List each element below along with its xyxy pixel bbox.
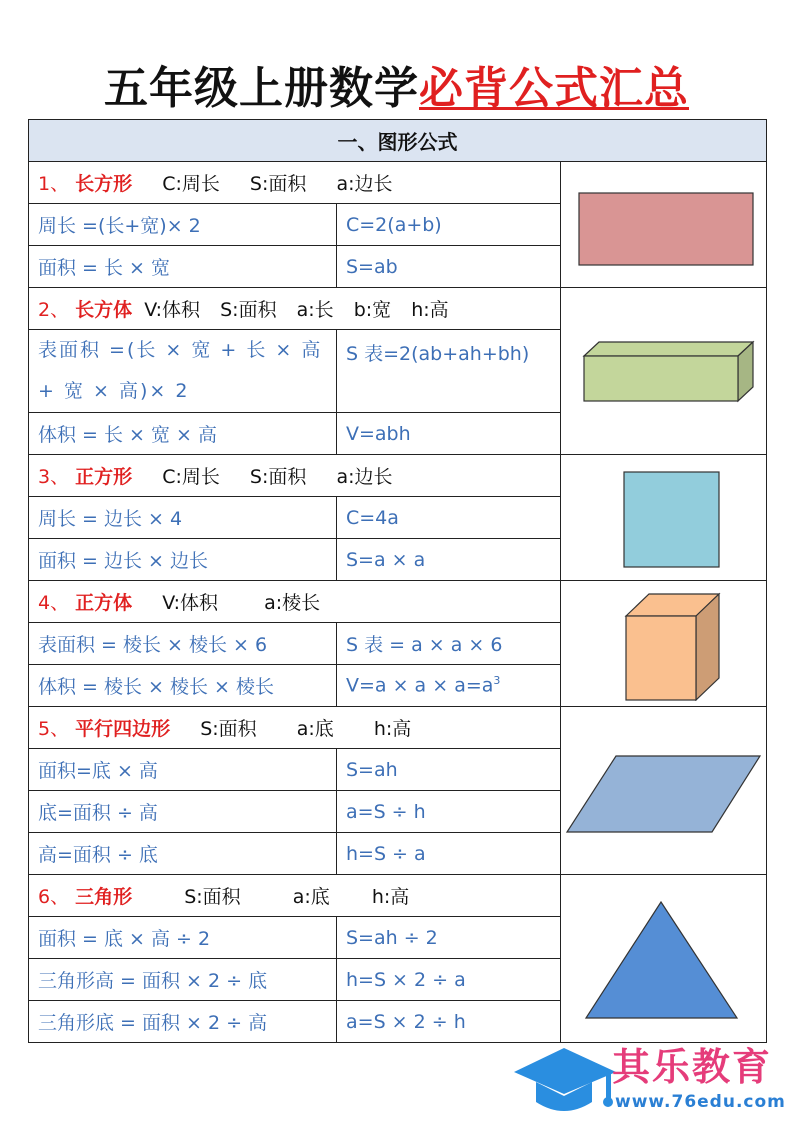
- variable-label: C:周长: [162, 173, 220, 195]
- table-header: 一、图形公式: [29, 120, 767, 162]
- variable-label: a:边长: [336, 173, 393, 195]
- variable-label: S:面积: [249, 173, 307, 195]
- formula-text: 表面积 =(长 × 宽 + 长 × 高 + 宽 × 高)× 2: [29, 330, 337, 413]
- formula-expression: a=S ÷ h: [337, 791, 561, 833]
- cuboid-figure: [569, 326, 759, 416]
- variable-label: S:面积: [220, 299, 277, 321]
- formula-expression: S=a × a: [337, 539, 561, 581]
- section-name: 长方体: [75, 299, 133, 321]
- section-num: 3、: [38, 466, 70, 488]
- cuboid-top-face: [584, 342, 753, 356]
- formula-expression: S 表=2(ab+ah+bh): [337, 330, 561, 413]
- variable-label: S:面积: [249, 466, 307, 488]
- figure-cell: [561, 875, 767, 1043]
- section-header-cube: [29, 581, 767, 623]
- section-name: 正方体: [75, 592, 133, 614]
- formula-expression: a=S × 2 ÷ h: [337, 1001, 561, 1043]
- formula-text: 三角形高 = 面积 × 2 ÷ 底: [29, 959, 337, 1001]
- variable-label: S:面积: [184, 886, 241, 908]
- section-num: 6、: [38, 886, 70, 908]
- formula-text: 面积=底 × 高: [29, 749, 337, 791]
- title-highlight: 必背公式汇总: [419, 63, 689, 114]
- formula-expression: S 表 = a × a × 6: [337, 623, 561, 665]
- section-num: 4、: [38, 592, 70, 614]
- section-name: 正方形: [75, 466, 133, 488]
- section-name: 长方形: [75, 173, 133, 195]
- formula-expression: h=S × 2 ÷ a: [337, 959, 561, 1001]
- square-shape: [624, 472, 719, 567]
- variable-label: V:体积: [162, 592, 219, 614]
- formula-expression: S=ah: [337, 749, 561, 791]
- cube-front-face: [626, 616, 696, 700]
- variable-label: h:高: [411, 299, 449, 321]
- variable-label: a:边长: [336, 466, 393, 488]
- formula-text: 周长 = 边长 × 4: [29, 497, 337, 539]
- logo-url: www.76edu.com: [615, 1092, 786, 1112]
- figure-cell: [561, 162, 767, 288]
- formula-text: 表面积 = 棱长 × 棱长 × 6: [29, 623, 337, 665]
- variable-label: h:高: [373, 718, 412, 740]
- section-num: 2、: [38, 299, 70, 321]
- title-main: 五年级上册数学: [104, 63, 419, 114]
- variable-label: C:周长: [162, 466, 220, 488]
- section-header-parallelogram: [29, 707, 767, 749]
- formula-expression: S=ah ÷ 2: [337, 917, 561, 959]
- cube-figure: [569, 586, 759, 701]
- variable-label: a:底: [292, 886, 330, 908]
- formula-text: 底=面积 ÷ 高: [29, 791, 337, 833]
- formula-text: 体积 = 棱长 × 棱长 × 棱长: [29, 665, 337, 707]
- formula-expression: V=abh: [337, 413, 561, 455]
- parallelogram-figure: [564, 746, 764, 836]
- section-name: 三角形: [75, 886, 133, 908]
- triangle-shape: [586, 902, 737, 1018]
- variable-label: a:棱长: [264, 592, 321, 614]
- section-num: 5、: [38, 718, 70, 740]
- logo-name: 其乐教育: [612, 1045, 773, 1089]
- section-name: 平行四边形: [75, 718, 171, 740]
- parallelogram-shape: [567, 756, 760, 832]
- formula-expression: C=4a: [337, 497, 561, 539]
- rectangle-figure: [569, 180, 759, 270]
- formula-text: 三角形底 = 面积 × 2 ÷ 高: [29, 1001, 337, 1043]
- figure-cell: [561, 288, 767, 455]
- formula-text: 面积 = 边长 × 边长: [29, 539, 337, 581]
- formula-base: V=a × a × a=a: [346, 674, 494, 697]
- formula-text: 体积 = 长 × 宽 × 高: [29, 413, 337, 455]
- section-header-triangle: [29, 875, 767, 917]
- variable-label: S:面积: [200, 718, 257, 740]
- variable-label: h:高: [371, 886, 410, 908]
- triangle-figure: [569, 896, 759, 1021]
- formula-text: 周长 =(长+宽)× 2: [29, 204, 337, 246]
- square-figure: [569, 463, 759, 573]
- page-title: [0, 58, 793, 120]
- formula-expression: [337, 665, 561, 707]
- variable-label: a:长: [296, 299, 334, 321]
- section-header-rectangle: [29, 162, 767, 204]
- formula-text: 面积 = 底 × 高 ÷ 2: [29, 917, 337, 959]
- figure-cell: [561, 581, 767, 707]
- variable-label: V:体积: [144, 299, 201, 321]
- formula-expression: h=S ÷ a: [337, 833, 561, 875]
- formula-expression: S=ab: [337, 246, 561, 288]
- variable-label: a:底: [296, 718, 334, 740]
- rectangle-shape: [579, 193, 753, 265]
- section-header-cuboid: [29, 288, 767, 330]
- cuboid-front-face: [584, 356, 738, 401]
- variable-label: b:宽: [353, 299, 392, 321]
- figure-cell: [561, 455, 767, 581]
- section-num: 1、: [38, 173, 70, 195]
- formula-text: 高=面积 ÷ 底: [29, 833, 337, 875]
- formula-exponent: 3: [493, 674, 501, 688]
- formula-table: [28, 119, 767, 1043]
- formula-text: 面积 = 长 × 宽: [29, 246, 337, 288]
- section-header-square: [29, 455, 767, 497]
- figure-cell: [561, 707, 767, 875]
- formula-expression: C=2(a+b): [337, 204, 561, 246]
